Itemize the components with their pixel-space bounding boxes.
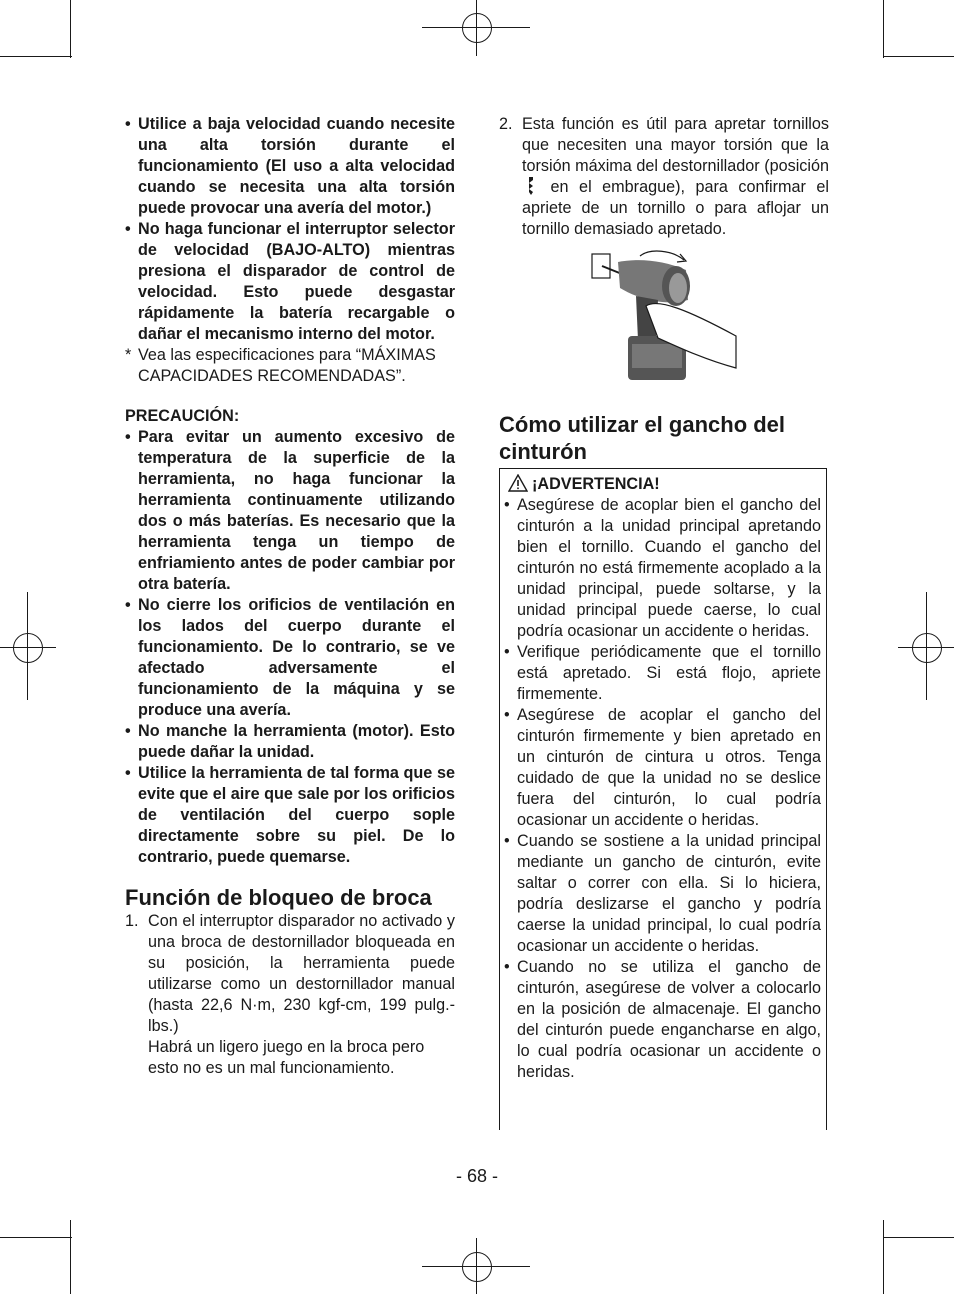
- warning-triangle-icon: [508, 474, 528, 492]
- drill-illustration: [588, 248, 738, 398]
- right-column: [499, 114, 829, 240]
- list-item: • Asegúrese de acoplar bien el gancho del cinturón a la unidad principal apretando bien el tornillo. Cuando el gancho del cinturón no está firmemente acoplado a la unidad principal, puede soltarse, y la unidad principal puede caerse, lo cual podría ocasionar un accidente o heridas.: [504, 496, 821, 640]
- list-item: • Cuando se sostiene a la unidad principal mediante un gancho de cinturón, evite saltar o correr con ella. Si lo hiciera, podría deslizarse el gancho y podría caerse la unidad principal, lo cual podría ocasionar un accidente o heridas.: [504, 832, 821, 955]
- warning-box: [499, 468, 827, 1130]
- crop-mark: [883, 56, 954, 57]
- bullet: •: [125, 428, 131, 446]
- bullet: •: [125, 220, 131, 238]
- bullet: •: [125, 764, 131, 782]
- crop-mark: [70, 1220, 71, 1294]
- step-number: 2.: [499, 115, 513, 133]
- bullet: •: [125, 722, 131, 740]
- list-item: • Utilice la herramienta de tal forma que se evite que el aire que sale por los orificios de ventilación del cuerpo sople directamente sobre su piel. De lo contrario, puede quemarse.: [125, 764, 455, 866]
- crop-mark: [0, 56, 72, 57]
- list-item: • No haga funcionar el interruptor selector de velocidad (BAJO-ALTO) mientras presiona el disparador de control de velocidad. Esto puede desgastar rápidamente la batería recargable o dañar el mecanismo interno del motor.: [125, 220, 455, 343]
- numbered-step: 1. Con el interruptor disparador no activado y una broca de destornillador bloqueada en su posición, la herramienta puede utilizarse como un destornillador manual (hasta 22,6 N·m, 230 kgf-cm, 199 pulg.-lbs.): [125, 912, 455, 1035]
- list-item: • No cierre los orificios de ventilación en los lados del cuerpo durante el funcionamiento. De lo contrario, se ve afectado adversamente el funcionamiento de la máquina y se produce una avería.: [125, 596, 455, 719]
- page-number: - 68 -: [455, 1166, 498, 1186]
- numbered-step: 2. Esta función es útil para apretar tornillos que necesiten una mayor torsión que la torsión máxima del destornillador (posición en el embrague), para confirmar el apriete de un tornillo o para aflojar un tornillo demasiado apretado.: [499, 115, 829, 238]
- bullet: •: [504, 958, 510, 976]
- crop-mark: [70, 0, 71, 58]
- list-item: • Verifique periódicamente que el tornillo está apretado. Si está flojo, apriete firmemente.: [504, 643, 821, 703]
- registration-mark-icon: [13, 633, 43, 663]
- crop-mark: [883, 1220, 884, 1294]
- drill-bit-icon: [526, 177, 536, 195]
- section-title: Función de bloqueo de broca: [125, 885, 432, 910]
- crop-mark: [0, 1237, 72, 1238]
- list-item: • Utilice a baja velocidad cuando necesite una alta torsión durante el funcionamiento (El uso a alta velocidad cuando se necesita una alta torsión puede provocar una avería del motor.): [125, 115, 455, 217]
- list-item: • Para evitar un aumento excesivo de temperatura de la superficie de la herramienta, no haga funcionar la herramienta continuamente utilizando dos o más baterías. Es necesario que la herramienta tenga un tiempo de enfriamiento antes de poder cambiar por otra batería.: [125, 428, 455, 593]
- bullet: •: [125, 115, 131, 133]
- crop-mark: [883, 0, 884, 58]
- step-number: 1.: [125, 912, 139, 930]
- bullet: •: [504, 832, 510, 850]
- list-item: • No manche la herramienta (motor). Esto puede dañar la unidad.: [125, 722, 455, 761]
- registration-mark-icon: [912, 633, 942, 663]
- warning-heading: ¡ADVERTENCIA!: [504, 474, 821, 495]
- caution-heading: PRECAUCIÓN:: [125, 407, 240, 425]
- crop-mark: [883, 1237, 954, 1238]
- bullet: •: [125, 596, 131, 614]
- list-item: • Asegúrese de acoplar el gancho del cinturón firmemente y bien apretado en un cinturón de cintura u otros. Tenga cuidado de que la unidad no se deslice fuera del cinturón, lo cual podría ocasionar un accidente o heridas.: [504, 706, 821, 829]
- asterisk: *: [125, 346, 132, 364]
- left-column: [125, 114, 455, 1079]
- note: * Vea las especificaciones para “MÁXIMAS CAPACIDADES RECOMENDADAS”.: [125, 346, 436, 385]
- list-item: • Cuando no se utiliza el gancho de cinturón, asegúrese de volver a colocarlo en la posición de almacenaje. El gancho del cinturón puede engancharse en algo, lo cual podría ocasionar un accidente o heridas.: [504, 958, 821, 1081]
- bullet: •: [504, 706, 510, 724]
- registration-mark-icon: [462, 1252, 492, 1282]
- registration-mark-icon: [462, 13, 492, 43]
- step-note: Habrá un ligero juego en la broca pero esto no es un mal funcionamiento.: [148, 1038, 425, 1077]
- belt-hook-section-title: Cómo utilizar el gancho del cinturón: [499, 412, 786, 464]
- bullet: •: [504, 643, 510, 661]
- bullet: •: [504, 496, 510, 514]
